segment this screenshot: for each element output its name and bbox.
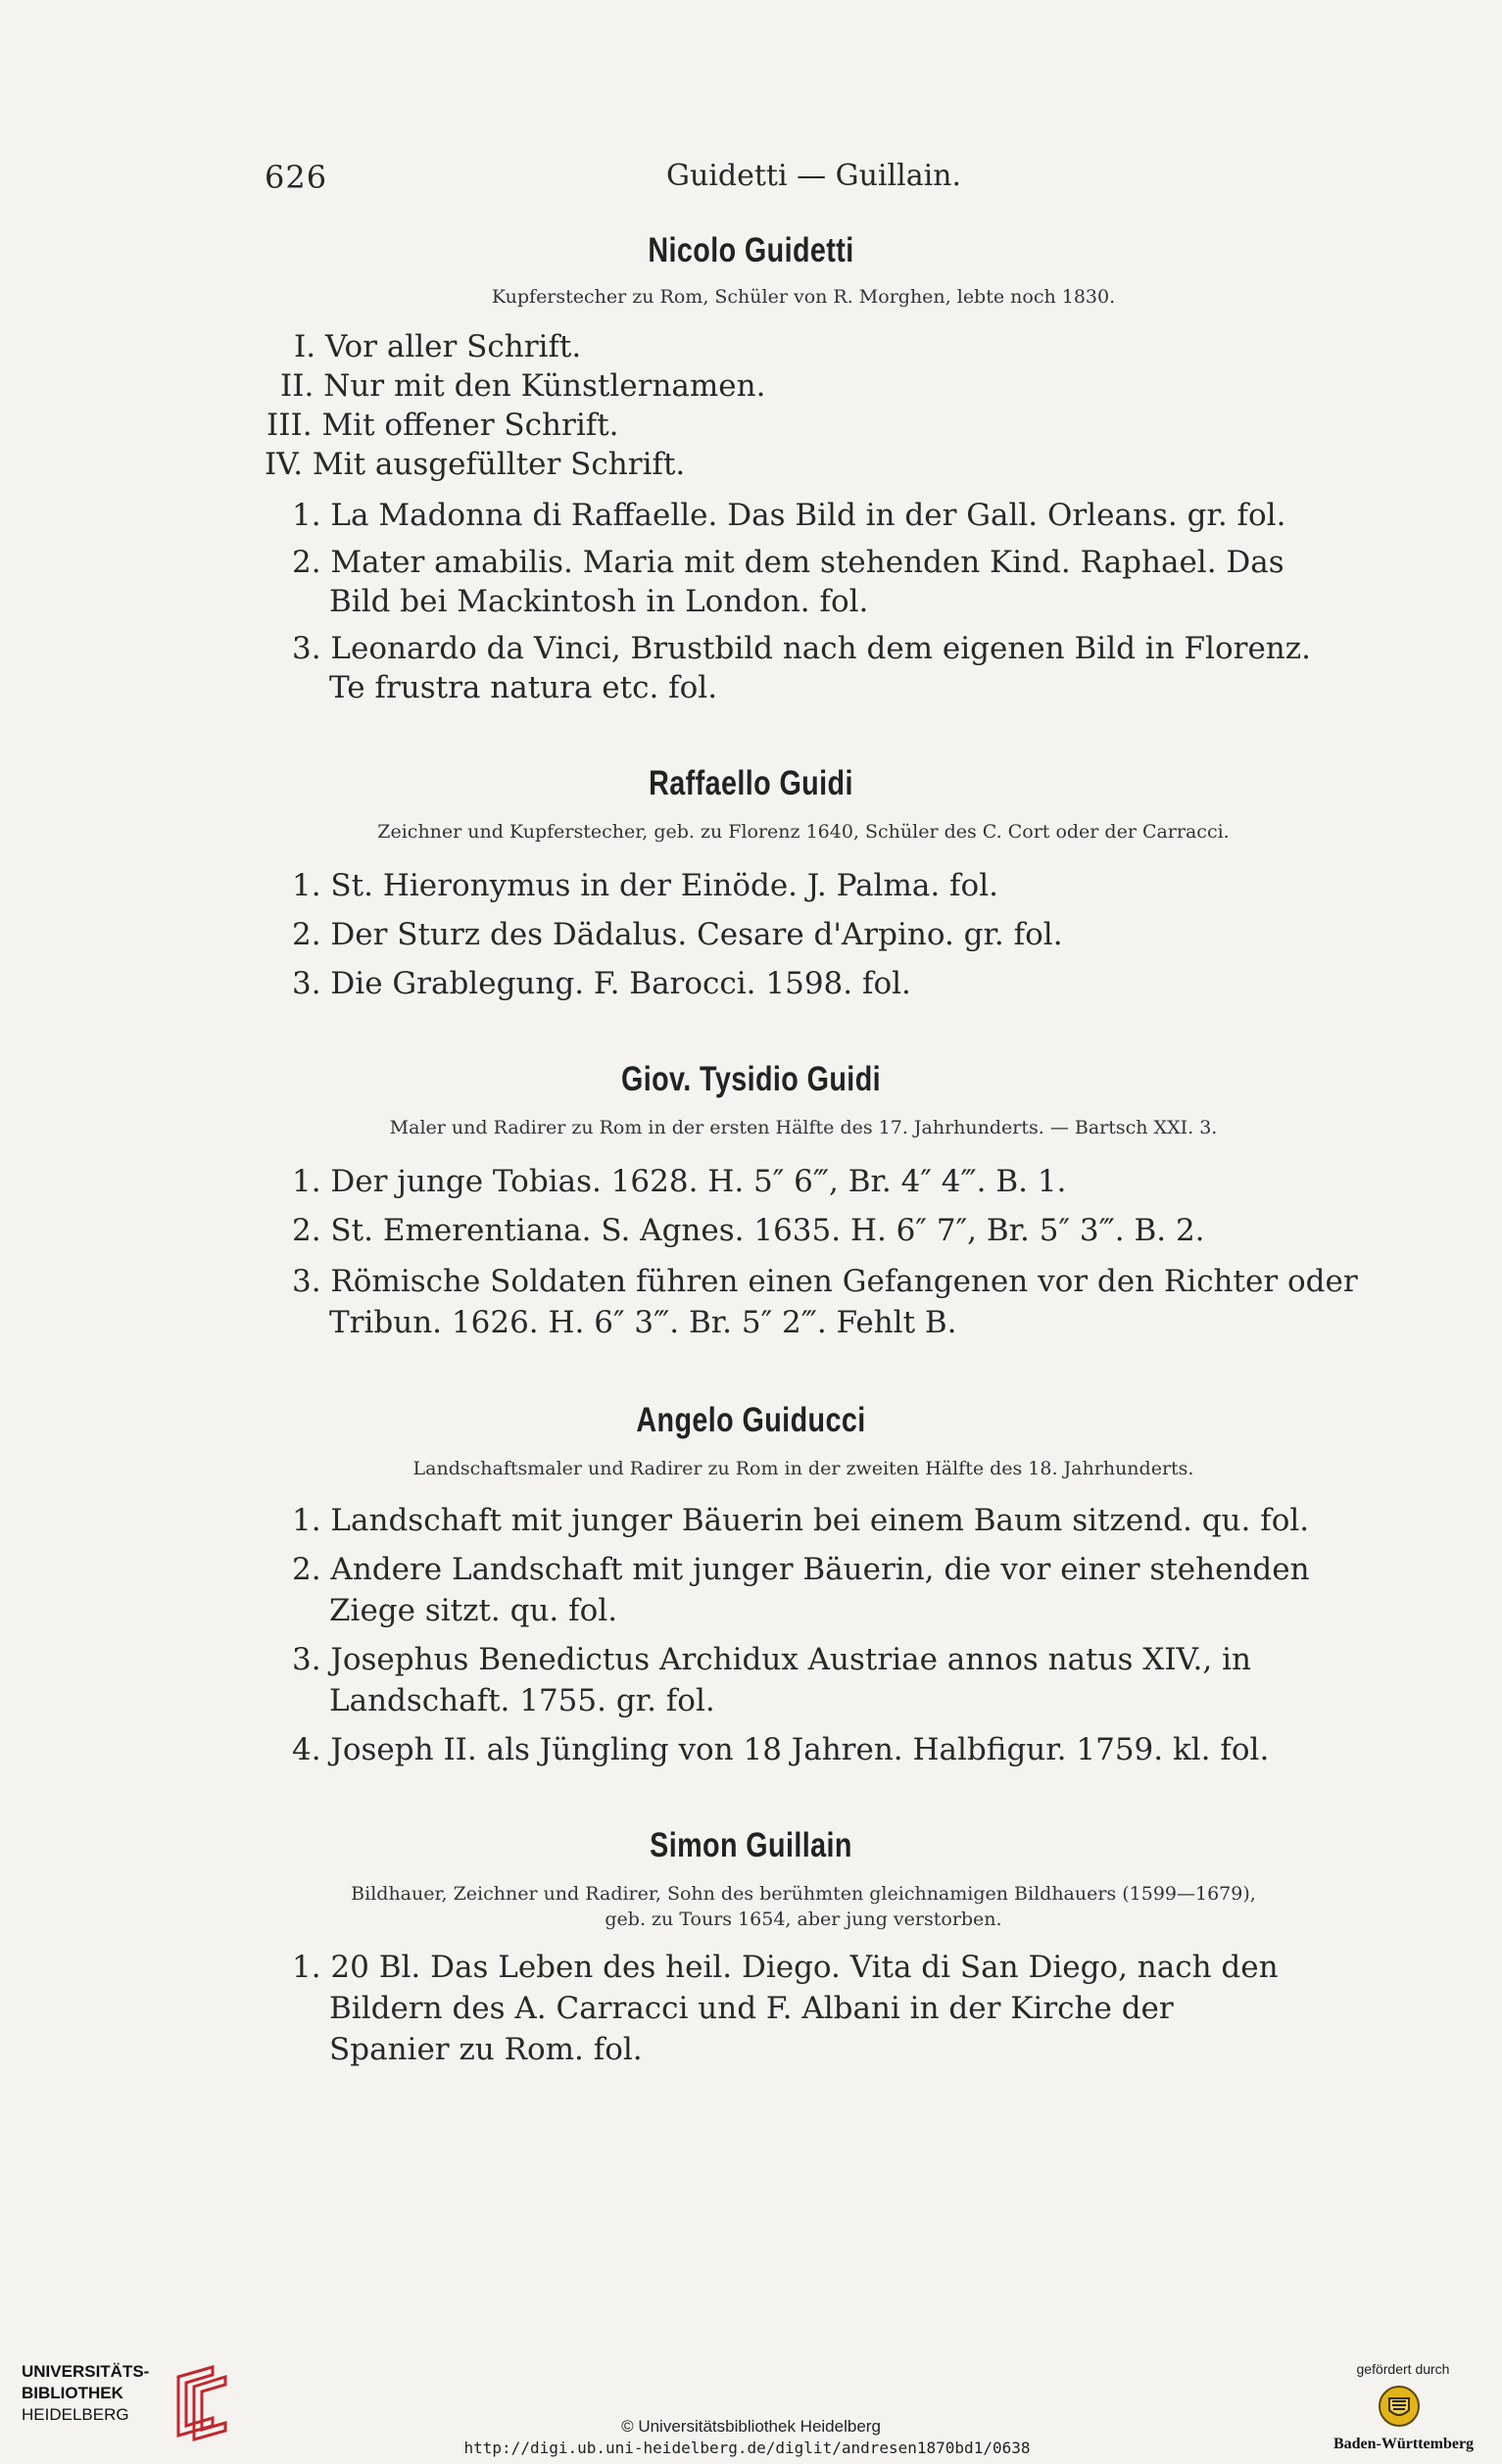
entry-line: 1. Landschaft mit junger Bäuerin bei einem Baum sitzend. qu. fol. (292, 1503, 1310, 1538)
entry-line: Landschaft. 1755. gr. fol. (329, 1683, 715, 1718)
entry-line: Bild bei Mackintosh in London. fol. (329, 584, 869, 619)
state-coat-of-arms-icon (1377, 2383, 1422, 2430)
entry-line: 3. Die Grablegung. F. Barocci. 1598. fol. (292, 966, 911, 1001)
entry-line: 1. 20 Bl. Das Leben des heil. Diego. Vita di San Diego, nach den (292, 1950, 1279, 1985)
logo-line: UNIVERSITÄTS- (22, 2362, 150, 2381)
section-subtitle: Bildhauer, Zeichner und Radirer, Sohn des berühmten gleichnamigen Bildhauers (1599—1679), (351, 1883, 1256, 1905)
entry-line: 2. Der Sturz des Dädalus. Cesare d'Arpino. gr. fol. (292, 917, 1063, 952)
entry-line: 1. La Madonna di Raffaelle. Das Bild in der Gall. Orleans. gr. fol. (292, 498, 1286, 533)
section-title: Giov. Tysidio Guidi (620, 1060, 882, 1098)
entry-line: 4. Joseph II. als Jüngling von 18 Jahren. Halbfigur. 1759. kl. fol. (292, 1732, 1270, 1767)
entry-line: Tribun. 1626. H. 6″ 3‴. Br. 5″ 2‴. Fehlt B. (329, 1305, 957, 1340)
entry-line: Ziege sitzt. qu. fol. (329, 1593, 618, 1628)
entry-line: 3. Leonardo da Vinci, Brustbild nach dem eigenen Bild in Florenz. (292, 631, 1311, 666)
section-subtitle: Zeichner und Kupferstecher, geb. zu Florenz 1640, Schüler des C. Cort oder der Carracci. (377, 821, 1230, 843)
entry-line: Spanier zu Rom. fol. (329, 2032, 643, 2067)
entry-line: 2. Mater amabilis. Maria mit dem stehenden Kind. Raphael. Das (292, 545, 1284, 580)
section-subtitle: Kupferstecher zu Rom, Schüler von R. Morghen, lebte noch 1830. (491, 286, 1116, 308)
entry-line: III. Mit offener Schrift. (266, 408, 619, 443)
section-title: Simon Guillain (650, 1826, 852, 1864)
entry-line: Bildern des A. Carracci und F. Albani in der Kirche der (329, 1991, 1174, 2026)
section-subtitle: geb. zu Tours 1654, aber jung verstorben. (605, 1908, 1002, 1930)
logo-line: BIBLIOTHEK (22, 2384, 123, 2402)
page-number: 626 (265, 159, 328, 196)
entry-line: 1. Der junge Tobias. 1628. H. 5″ 6‴, Br. 4″ 4‴. B. 1. (292, 1164, 1067, 1199)
entry-line: II. Nur mit den Künstlernamen. (280, 368, 766, 404)
section-title: Raffaello Guidi (649, 764, 853, 802)
logo-line: HEIDELBERG (22, 2405, 129, 2424)
page-header (265, 159, 1342, 208)
source-url-link[interactable]: http://digi.ub.uni-heidelberg.de/diglit/andresen1870bd1/0638 (463, 2439, 1031, 2457)
entry-line: 1. St. Hieronymus in der Einöde. J. Palma. fol. (292, 868, 998, 903)
section-subtitle: Landschaftsmaler und Radirer zu Rom in der zweiten Hälfte des 18. Jahrhunderts. (412, 1458, 1194, 1479)
entry-line: 2. Andere Landschaft mit junger Bäuerin, die vor einer stehenden (292, 1552, 1310, 1587)
section-title: Nicolo Guidetti (648, 231, 854, 269)
entry-line: I. Vor aller Schrift. (294, 329, 582, 364)
entry-line: Te frustra natura etc. fol. (329, 670, 718, 705)
running-head: Guidetti — Guillain. (666, 159, 962, 193)
entry-line: 3. Josephus Benedictus Archidux Austriae annos natus XIV., in (292, 1642, 1251, 1677)
entry-line: 2. St. Emerentiana. S. Agnes. 1635. H. 6″ 7″, Br. 5″ 3‴. B. 2. (292, 1213, 1205, 1248)
entry-line: 3. Römische Soldaten führen einen Gefangenen vor den Richter oder (292, 1264, 1358, 1299)
copyright-text: © Universitätsbibliothek Heidelberg (621, 2417, 881, 2436)
footer-copyright (0, 2416, 1502, 2459)
section-title: Angelo Guiducci (636, 1401, 866, 1439)
state-label: Baden-Württemberg (1332, 2436, 1475, 2452)
funded-by-label: gefördert durch (1356, 2361, 1450, 2377)
entry-line: IV. Mit ausgefüllter Schrift. (265, 447, 686, 482)
section-subtitle: Maler und Radirer zu Rom in der ersten Hälfte des 17. Jahrhunderts. — Bartsch XXI. 3. (389, 1117, 1218, 1138)
